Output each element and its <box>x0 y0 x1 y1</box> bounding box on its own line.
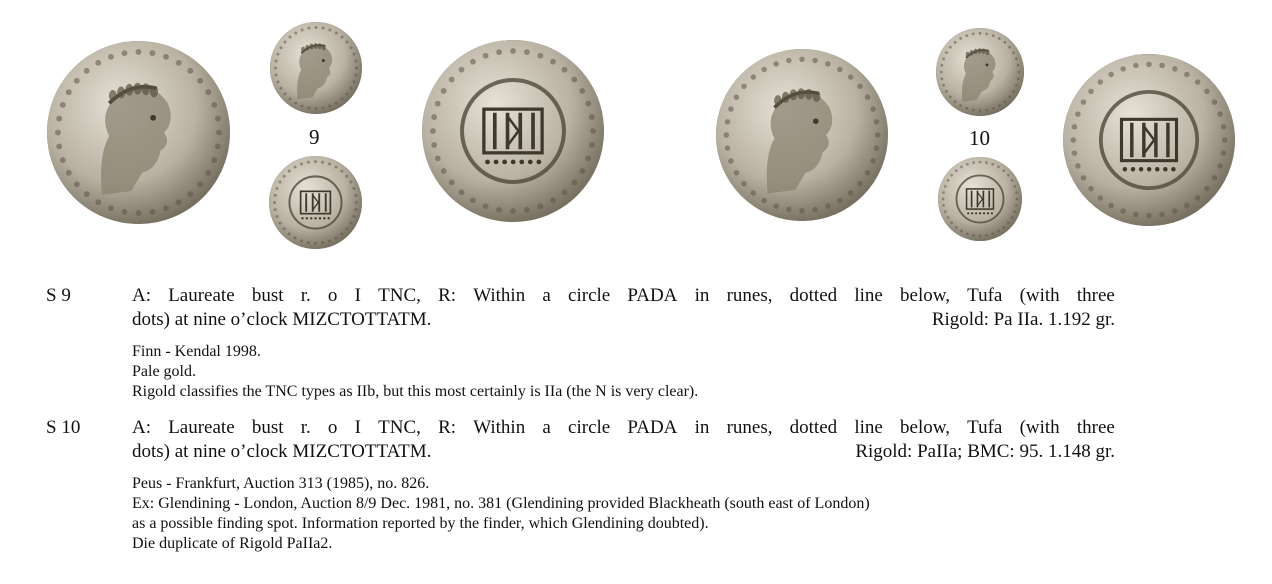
description-word: TNC, <box>378 285 421 306</box>
description-word: line <box>854 417 883 438</box>
description-word: PADA <box>627 417 678 438</box>
entry-s10-legend-text: dots) at nine o’clock MIZCTOTTATM. <box>132 441 432 462</box>
description-word: below, <box>900 285 950 306</box>
description-word: runes, <box>726 285 773 306</box>
description-word: dotted <box>789 417 838 438</box>
description-word: three <box>1076 285 1115 306</box>
description-word: in <box>694 417 710 438</box>
entry-s9-description-line1 <box>132 285 1115 307</box>
description-word: R: <box>438 285 457 306</box>
description-word: a <box>542 417 551 438</box>
entry-s10-ex-note-line1: Ex: Glendining - London, Auction 8/9 Dec. 1981, no. 381 (Glendining provided Blackheath (south east of London) <box>132 495 870 512</box>
coin-image-s10-reverse-large <box>1063 54 1235 226</box>
description-word: r. <box>300 417 311 438</box>
description-word: Tufa <box>967 285 1003 306</box>
coin-image-s10-reverse-small <box>938 157 1022 241</box>
description-word: (with <box>1019 417 1060 438</box>
description-word: PADA <box>627 285 678 306</box>
description-word: three <box>1076 417 1115 438</box>
entry-s9-legend-text: dots) at nine o’clock MIZCTOTTATM. <box>132 309 432 330</box>
description-word: circle <box>568 417 611 438</box>
entry-s10-description-line1 <box>132 417 1115 439</box>
description-word: I <box>354 285 361 306</box>
entry-id-s9: S 9 <box>46 285 71 306</box>
description-word: I <box>354 417 361 438</box>
entry-s10-provenance: Peus - Frankfurt, Auction 313 (1985), no. 826. <box>132 475 430 492</box>
coin-image-s10-obverse-small <box>936 28 1024 116</box>
description-word: R: <box>438 417 457 438</box>
description-word: (with <box>1019 285 1060 306</box>
coin-image-s10-obverse-large <box>716 49 888 221</box>
entry-s9-provenance: Finn - Kendal 1998. <box>132 343 261 360</box>
coin-image-s9-reverse-large <box>422 40 604 222</box>
entry-s9-metal-note: Pale gold. <box>132 363 196 380</box>
entry-id-s10: S 10 <box>46 417 81 438</box>
description-word: o <box>327 417 338 438</box>
entry-s9-reference: Rigold: Pa IIa. 1.192 gr. <box>931 309 1115 330</box>
description-word: bust <box>251 417 284 438</box>
description-word: TNC, <box>378 417 421 438</box>
description-word: Laureate <box>168 417 235 438</box>
description-word: runes, <box>726 417 773 438</box>
description-word: a <box>542 285 551 306</box>
entry-s10-description-line2 <box>132 441 1115 463</box>
description-word: Within <box>473 417 526 438</box>
description-word: below, <box>900 417 950 438</box>
description-word: circle <box>568 285 611 306</box>
description-word: r. <box>300 285 311 306</box>
description-word: Within <box>473 285 526 306</box>
entry-s10-die-note: Die duplicate of Rigold PaIIa2. <box>132 535 333 552</box>
description-word: in <box>694 285 710 306</box>
description-word: A: <box>132 417 151 438</box>
coin-image-s9-obverse-small <box>270 22 362 114</box>
coin-plate <box>0 0 1272 260</box>
entry-s10-ex-note-line2: as a possible finding spot. Information reported by the finder, which Glendining doubted). <box>132 515 709 532</box>
entry-s9-classification-note: Rigold classifies the TNC types as IIb, but this most certainly is IIa (the N is very clear). <box>132 383 699 400</box>
plate-number-9: 9 <box>309 125 320 149</box>
entry-s10-reference: Rigold: PaIIa; BMC: 95. 1.148 gr. <box>855 441 1115 462</box>
description-word: Laureate <box>168 285 235 306</box>
description-word: bust <box>251 285 284 306</box>
coin-image-s9-obverse-large <box>47 41 230 224</box>
description-word: dotted <box>789 285 838 306</box>
entry-s9-description-line2 <box>132 309 1115 331</box>
plate-number-10: 10 <box>969 126 990 150</box>
description-word: A: <box>132 285 151 306</box>
description-word: line <box>854 285 883 306</box>
description-word: o <box>327 285 338 306</box>
description-word: Tufa <box>967 417 1003 438</box>
coin-image-s9-reverse-small <box>269 156 362 249</box>
